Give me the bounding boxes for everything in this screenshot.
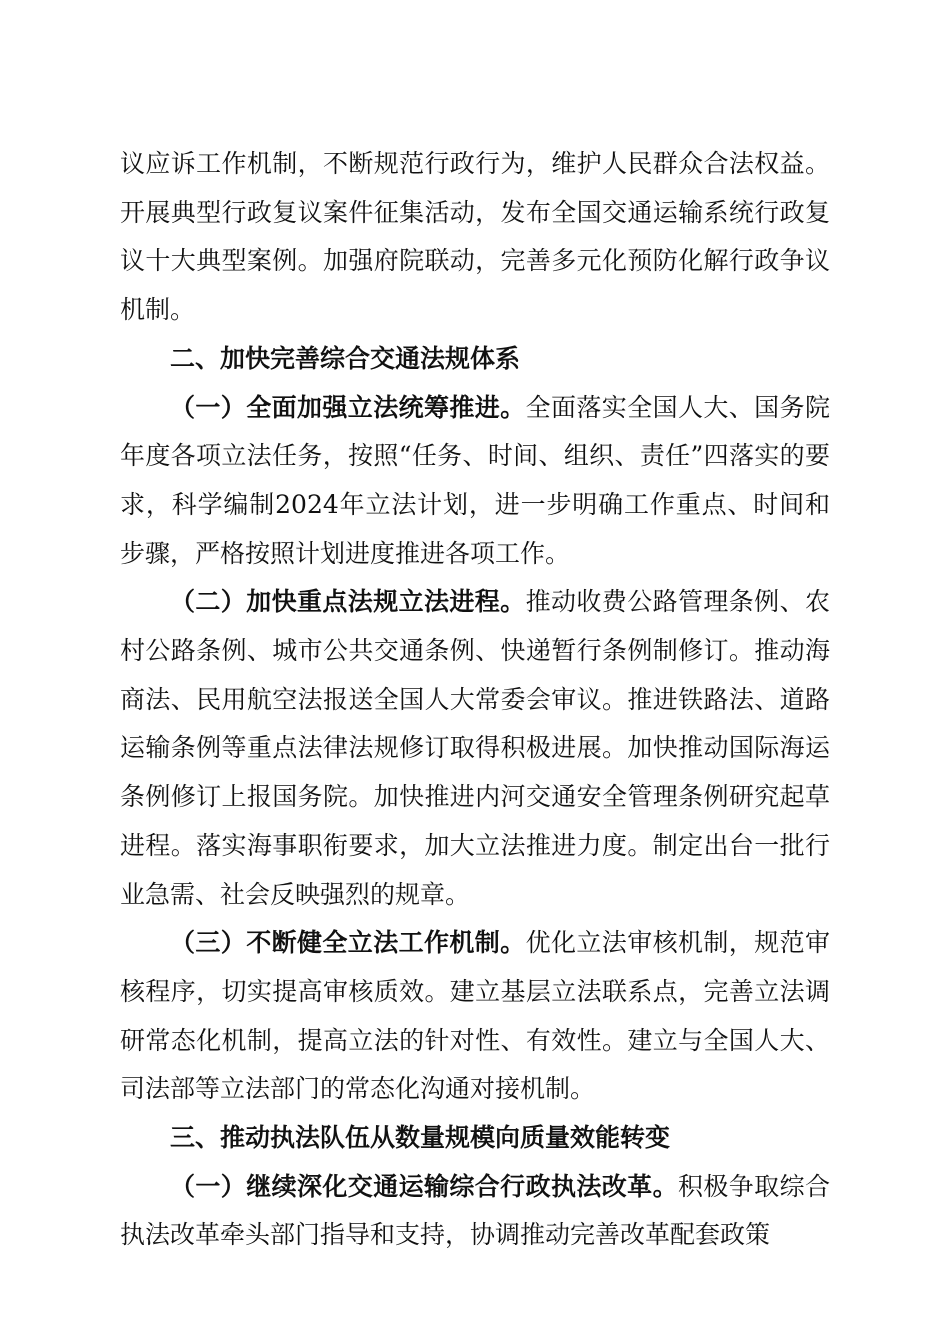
section-heading-3: 三、推动执法队伍从数量规模向质量效能转变 bbox=[170, 1123, 671, 1153]
subsection-1-body: 全面落实全国人大、国务院年度各项立法任务，按照“任务、时间、组织、责任”四落实的要求，科学编制2024年立法计划，进一步明确工作重点、时间和步骤，严格按照计划进度推进各项工作。 bbox=[120, 392, 830, 568]
subsection-3-1-body: 积极争取综合执法改革牵头部门指导和支持，协调推动完善改革配套政策 bbox=[120, 1171, 830, 1250]
document-body bbox=[120, 140, 830, 1260]
paragraph-continued: 议应诉工作机制，不断规范行政行为，维护人民群众合法权益。开展典型行政复议案件征集活动，发布全国交通运输系统行政复议十大典型案例。加强府院联动，完善多元化预防化解行政争议机制。 bbox=[120, 149, 830, 325]
subsection-2 bbox=[120, 578, 830, 919]
subsection-3-body: 优化立法审核机制，规范审核程序，切实提高审核质效。建立基层立法联系点，完善立法调研常态化机制，提高立法的针对性、有效性。建立与全国人大、司法部等立法部门的常态化沟通对接机制。 bbox=[120, 928, 830, 1104]
subsection-2-lead: （二）加快重点法规立法进程。 bbox=[170, 587, 526, 617]
subsection-1-lead: （一）全面加强立法统筹推进。 bbox=[170, 392, 526, 422]
subsection-1 bbox=[120, 384, 830, 579]
subsection-3-1-lead: （一）继续深化交通运输综合行政执法改革。 bbox=[170, 1171, 678, 1201]
section-heading-2: 二、加快完善综合交通法规体系 bbox=[170, 343, 521, 373]
subsection-3-1 bbox=[120, 1163, 830, 1260]
subsection-2-body: 推动收费公路管理条例、农村公路条例、城市公共交通条例、快递暂行条例制修订。推动海商法、民用航空法报送全国人大常委会审议。推进铁路法、道路运输条例等重点法律法规修订取得积极进展。加快推动国际海运条例修订上报国务院。加快推进内河交通安全管理条例研究起草进程。落实海事职衔要求，加大立法推进力度。制定出台一批行业急需、社会反映强烈的规章。 bbox=[120, 587, 830, 909]
subsection-3-lead: （三）不断健全立法工作机制。 bbox=[170, 928, 526, 958]
subsection-3 bbox=[120, 919, 830, 1114]
